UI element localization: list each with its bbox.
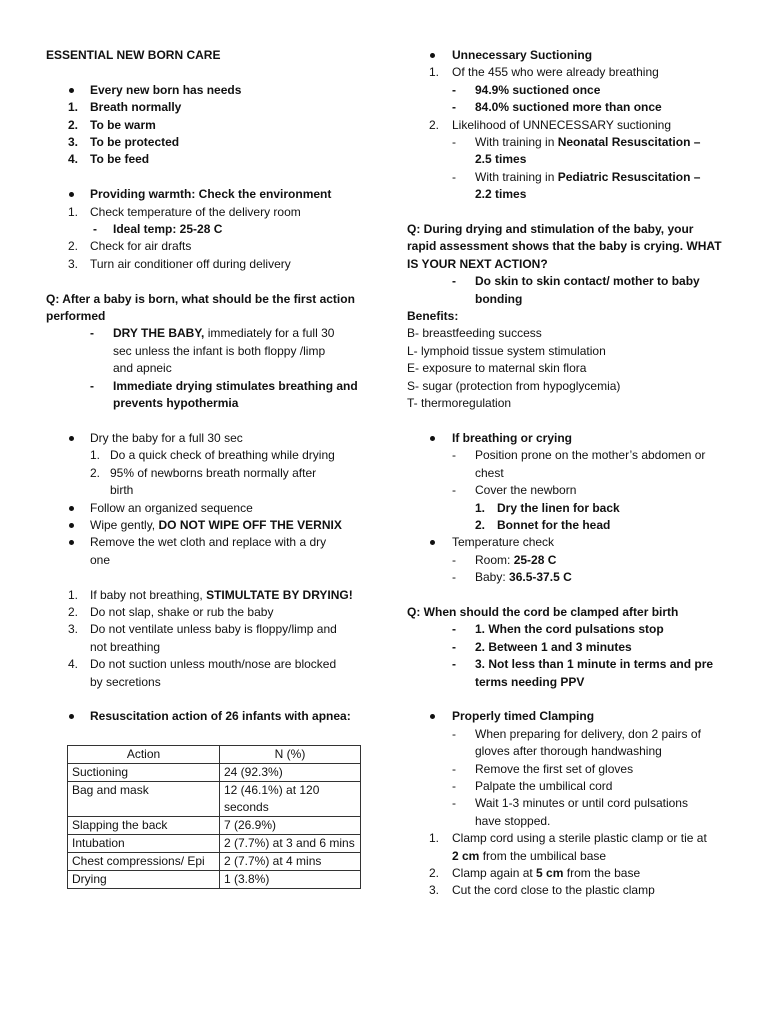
table-row: Intubation 2 (7.7%) at 3 and 6 mins xyxy=(68,835,361,853)
bullet-icon xyxy=(430,436,435,441)
bullet-item: Remove the wet cloth and replace with a dry xyxy=(46,534,366,551)
warmth-heading: Providing warmth: Check the environment xyxy=(46,186,366,203)
table-row: Chest compressions/ Epi 2 (7.7%) at 4 mins xyxy=(68,853,361,871)
sub-item: - Baby: 36.5-37.5 C xyxy=(452,570,572,585)
sub-item: - With training in Neonatal Resuscitation – xyxy=(452,135,701,150)
bullet-icon xyxy=(69,540,74,545)
bullet-icon xyxy=(69,88,74,93)
list-item: 1. Clamp cord using a sterile plastic clamp or tie at xyxy=(429,831,707,846)
sub-item: - 94.9% suctioned once xyxy=(452,82,601,97)
right-column xyxy=(407,47,729,900)
sub-sub-item: 1. Dry the linen for back xyxy=(475,500,620,515)
benefit-item: E- exposure to maternal skin flora xyxy=(407,361,587,376)
bullet-item-cont: one xyxy=(90,552,111,567)
needs-heading: Every new born has needs xyxy=(46,82,366,99)
sub-item: - Cover the newborn xyxy=(452,483,577,498)
benefits-heading: Benefits: xyxy=(407,309,459,324)
question-2-cont: rapid assessment shows that the baby is crying. WHAT xyxy=(407,239,722,254)
bullet-icon xyxy=(69,506,74,511)
list-item: 2. Check for air drafts xyxy=(68,239,192,254)
question-2-cont: IS YOUR NEXT ACTION? xyxy=(407,256,548,271)
list-item: 1. Check temperature of the delivery room xyxy=(68,204,301,219)
column-header: N (%) xyxy=(220,746,361,764)
answer-item: - 3. Not less than 1 minute in terms and pre xyxy=(452,657,714,672)
dry-heading: Dry the baby for a full 30 sec xyxy=(46,430,366,447)
bullet-item: Wipe gently, DO NOT WIPE OFF THE VERNIX xyxy=(46,517,366,534)
bullet-icon xyxy=(430,53,435,58)
list-item: 2. To be warm xyxy=(68,117,156,132)
question-2: Q: During drying and stimulation of the baby, your xyxy=(407,222,694,237)
resuscitation-table xyxy=(67,745,361,889)
sub-item: - Wait 1-3 minutes or until cord pulsations xyxy=(452,796,688,811)
list-item-cont: 2 cm from the umbilical base xyxy=(452,848,607,863)
sub-item: - With training in Pediatric Resuscitation – xyxy=(452,169,701,184)
benefit-item: T- thermoregulation xyxy=(407,396,512,411)
table-row: Bag and mask 12 (46.1%) at 120 seconds xyxy=(68,782,361,817)
answer-item-cont: and apneic xyxy=(113,361,172,376)
list-item: 4. To be feed xyxy=(68,152,150,167)
sub-item: - Ideal temp: 25-28 C xyxy=(93,222,223,237)
table-row: Drying 1 (3.8%) xyxy=(68,871,361,889)
list-item: 1. If baby not breathing, STIMULTATE BY DRYING! xyxy=(68,587,353,602)
answer-item: - DRY THE BABY, immediately for a full 30 xyxy=(90,326,335,341)
document-title: ESSENTIAL NEW BORN CARE xyxy=(46,48,221,62)
bullet-item: Follow an organized sequence xyxy=(46,500,366,517)
answer-item: - Do skin to skin contact/ mother to baby xyxy=(452,274,700,289)
answer-item: - 1. When the cord pulsations stop xyxy=(452,622,664,637)
answer-item: - 2. Between 1 and 3 minutes xyxy=(452,639,632,654)
bullet-icon xyxy=(430,714,435,719)
answer-item: - Immediate drying stimulates breathing and xyxy=(90,378,358,393)
table-header-row xyxy=(68,746,361,764)
bullet-icon xyxy=(69,523,74,528)
column-header: Action xyxy=(68,746,220,764)
question-1: Q: After a baby is born, what should be the first action xyxy=(46,291,355,306)
sub-item: - Room: 25-28 C xyxy=(452,552,557,567)
list-item: 4. Do not suction unless mouth/nose are blocked xyxy=(68,657,337,672)
bullet-icon xyxy=(69,436,74,441)
sub-item-cont: 2.5 times xyxy=(475,152,527,167)
question-3: Q: When should the cord be clamped after birth xyxy=(407,604,679,619)
answer-item-cont: bonding xyxy=(475,291,523,306)
sub-item-cont: 2.2 times xyxy=(475,187,527,202)
list-item: 3. To be protected xyxy=(68,135,180,150)
sub-item: - Remove the first set of gloves xyxy=(452,761,634,776)
bullet-icon xyxy=(69,192,74,197)
breathing-heading: If breathing or crying xyxy=(407,430,729,447)
benefit-item: S- sugar (protection from hypoglycemia) xyxy=(407,378,621,393)
answer-item-cont: prevents hypothermia xyxy=(113,396,239,411)
benefit-item: B- breastfeeding success xyxy=(407,326,542,341)
sub-item-cont: chest xyxy=(475,465,504,480)
resus-heading: Resuscitation action of 26 infants with apnea: xyxy=(46,708,366,725)
sub-item: - Palpate the umbilical cord xyxy=(452,779,613,793)
list-item: 1. Breath normally xyxy=(68,100,182,115)
table-row: Suctioning 24 (92.3%) xyxy=(68,764,361,782)
bullet-icon xyxy=(69,714,74,719)
sub-item: - When preparing for delivery, don 2 pairs of xyxy=(452,726,701,741)
left-column xyxy=(46,47,366,726)
sub-item: - Position prone on the mother’s abdomen or xyxy=(452,448,706,463)
answer-item-cont: terms needing PPV xyxy=(475,674,585,689)
list-item-cont: by secretions xyxy=(90,674,161,689)
temperature-heading: Temperature check xyxy=(407,534,729,551)
unnecessary-heading: Unnecessary Suctioning xyxy=(407,47,729,64)
benefit-item: L- lymphoid tissue system stimulation xyxy=(407,343,606,358)
bullet-icon xyxy=(430,540,435,545)
list-item: 1. Of the 455 who were already breathing xyxy=(429,65,659,80)
answer-item-cont: sec unless the infant is both floppy /limp xyxy=(113,343,326,358)
table-row: Slapping the back 7 (26.9%) xyxy=(68,817,361,835)
sub-item-cont: have stopped. xyxy=(475,813,551,828)
question-1-cont: performed xyxy=(46,309,106,324)
list-item-cont: birth xyxy=(110,483,134,498)
sub-item: - 84.0% suctioned more than once xyxy=(452,100,662,115)
list-item: 2. Do not slap, shake or rub the baby xyxy=(68,604,274,619)
list-item: 1. Do a quick check of breathing while drying xyxy=(90,448,335,463)
clamping-heading: Properly timed Clamping xyxy=(407,708,729,725)
list-item: 3. Do not ventilate unless baby is floppy/limp and xyxy=(68,622,337,637)
list-item: 3. Turn air conditioner off during delivery xyxy=(68,256,291,271)
list-item: 3. Cut the cord close to the plastic clamp xyxy=(429,883,655,898)
list-item: 2. Likelihood of UNNECESSARY suctioning xyxy=(429,117,672,132)
sub-item-cont: gloves after thorough handwashing xyxy=(475,744,662,759)
list-item: 2. 95% of newborns breath normally after xyxy=(90,465,317,480)
list-item: 2. Clamp again at 5 cm from the base xyxy=(429,866,641,881)
sub-sub-item: 2. Bonnet for the head xyxy=(475,517,611,532)
list-item-cont: not breathing xyxy=(90,639,161,654)
